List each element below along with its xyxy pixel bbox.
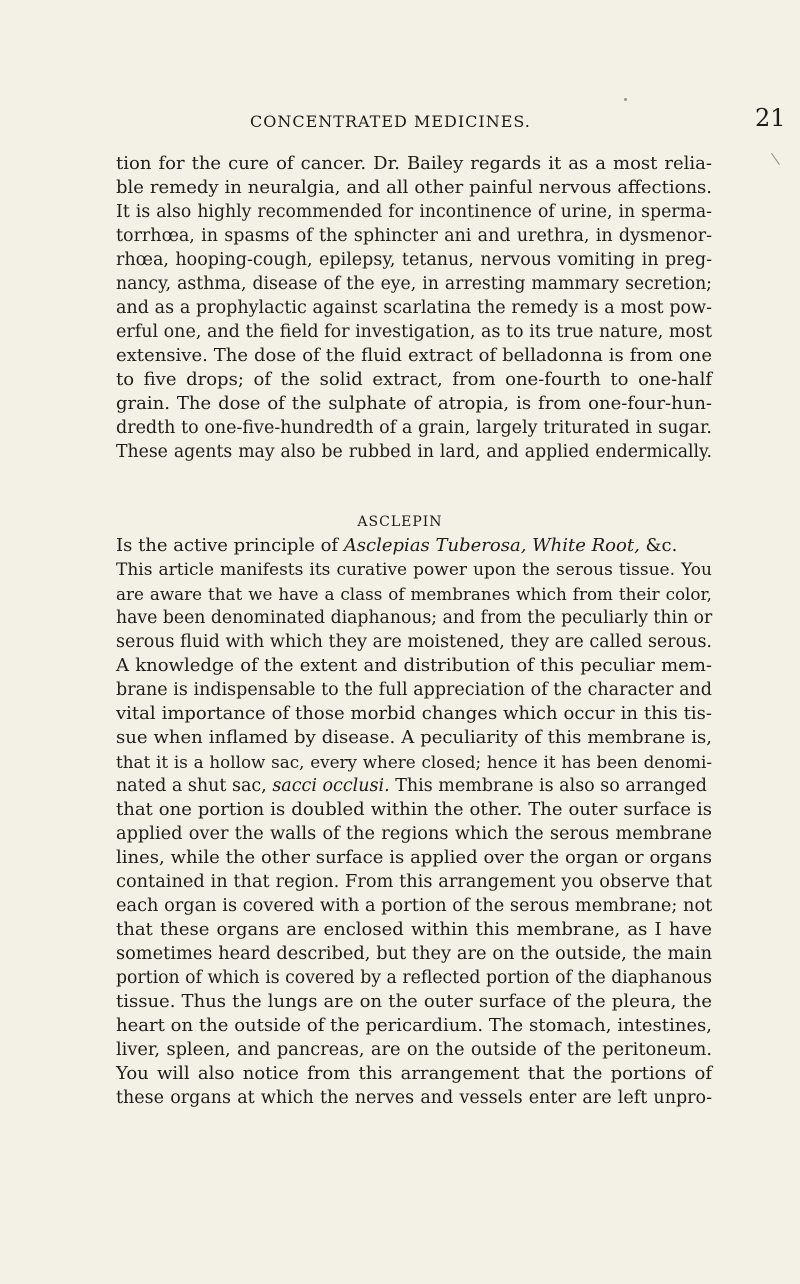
text-line: that these organs are enclosed within this membrane, as I have <box>116 919 712 940</box>
text-line: dredth to one-five-hundredth of a grain, largely triturated in sugar. <box>116 418 712 438</box>
text-line: vital importance of those morbid changes which occur in this tis- <box>116 703 712 724</box>
text-line: have been denominated diaphanous; and from the peculiarly thin or <box>116 608 713 628</box>
section-heading: ASCLEPIN <box>357 514 443 530</box>
line-text: Is the active principle of <box>116 535 344 556</box>
line-text: nated a shut sac, <box>116 776 273 796</box>
text-line: to five drops; of the solid extract, from one-fourth to one-half <box>116 369 712 390</box>
line-text: &c. <box>639 535 678 556</box>
text-line: erful one, and the field for investigation, as to its true nature, most <box>116 322 712 342</box>
text-line: tissue. Thus the lungs are on the outer surface of the pleura, the <box>116 991 712 1012</box>
running-title: CONCENTRATED MEDICINES. <box>250 112 531 131</box>
paper-speck <box>624 98 627 101</box>
text-line: sometimes heard described, but they are on the outside, the main <box>116 944 712 964</box>
text-line: It is also highly recommended for incontinence of urine, in sperma- <box>116 202 712 222</box>
text-line: serous fluid with which they are moistened, they are called serous. <box>116 632 712 652</box>
text-line: and as a prophylactic against scarlatina the remedy is a most pow- <box>116 298 712 318</box>
text-line: grain. The dose of the sulphate of atropia, is from one-four-hun- <box>116 393 712 414</box>
line-text: This membrane is also so arranged <box>389 776 707 796</box>
text-line: brane is indispensable to the full appreciation of the character and <box>116 680 712 700</box>
italic-term: White Root, <box>532 535 640 556</box>
text-line: these organs at which the nerves and vessels enter are left unpro- <box>116 1088 712 1108</box>
text-line: extensive. The dose of the fluid extract of belladonna is from one <box>116 345 712 366</box>
margin-mark <box>771 153 780 165</box>
text-line: torrhœa, in spasms of the sphincter ani and urethra, in dysmenor- <box>116 226 712 246</box>
text-line: tion for the cure of cancer. Dr. Bailey regards it as a most relia- <box>116 153 712 174</box>
paragraph-1 <box>116 152 712 464</box>
text-line: that it is a hollow sac, every where closed; hence it has been denomi- <box>116 752 712 772</box>
text-line: sue when inflamed by disease. A peculiarity of this membrane is, <box>116 727 712 748</box>
paragraph-2 <box>116 534 712 1110</box>
text-line: liver, spleen, and pancreas, are on the outside of the peritoneum. <box>116 1040 712 1060</box>
text-line: ble remedy in neuralgia, and all other painful nervous affections. <box>116 177 712 198</box>
text-line: that one portion is doubled within the other. The outer surface is <box>116 799 712 820</box>
text-line: A knowledge of the extent and distribution of this peculiar mem- <box>116 655 712 676</box>
text-line: applied over the walls of the regions which the serous membrane <box>116 824 712 844</box>
text-line: portion of which is covered by a reflected portion of the diaphanous <box>116 968 712 988</box>
text-line: contained in that region. From this arrangement you observe that <box>116 872 712 892</box>
italic-term: Asclepias Tuberosa, <box>343 535 527 556</box>
text-line <box>116 774 712 798</box>
text-line: rhœa, hooping-cough, epilepsy, tetanus, nervous vomiting in preg- <box>116 250 712 270</box>
text-line <box>116 534 712 558</box>
text-line: This article manifests its curative power upon the serous tissue. You <box>116 560 712 580</box>
text-line: lines, while the other surface is applied over the organ or organs <box>116 847 712 868</box>
text-line: These agents may also be rubbed in lard, and applied endermically. <box>116 442 712 462</box>
text-line: nancy, asthma, disease of the eye, in arresting mammary secretion; <box>116 274 712 294</box>
text-line: are aware that we have a class of membranes which from their color, <box>116 584 712 604</box>
italic-term: sacci occlusi. <box>272 776 390 796</box>
text-line: You will also notice from this arrangement that the portions of <box>116 1063 712 1084</box>
text-line: heart on the outside of the pericardium. The stomach, intestines, <box>116 1015 712 1036</box>
text-line: each organ is covered with a portion of the serous membrane; not <box>116 896 713 916</box>
page-number: 21 <box>755 104 786 132</box>
